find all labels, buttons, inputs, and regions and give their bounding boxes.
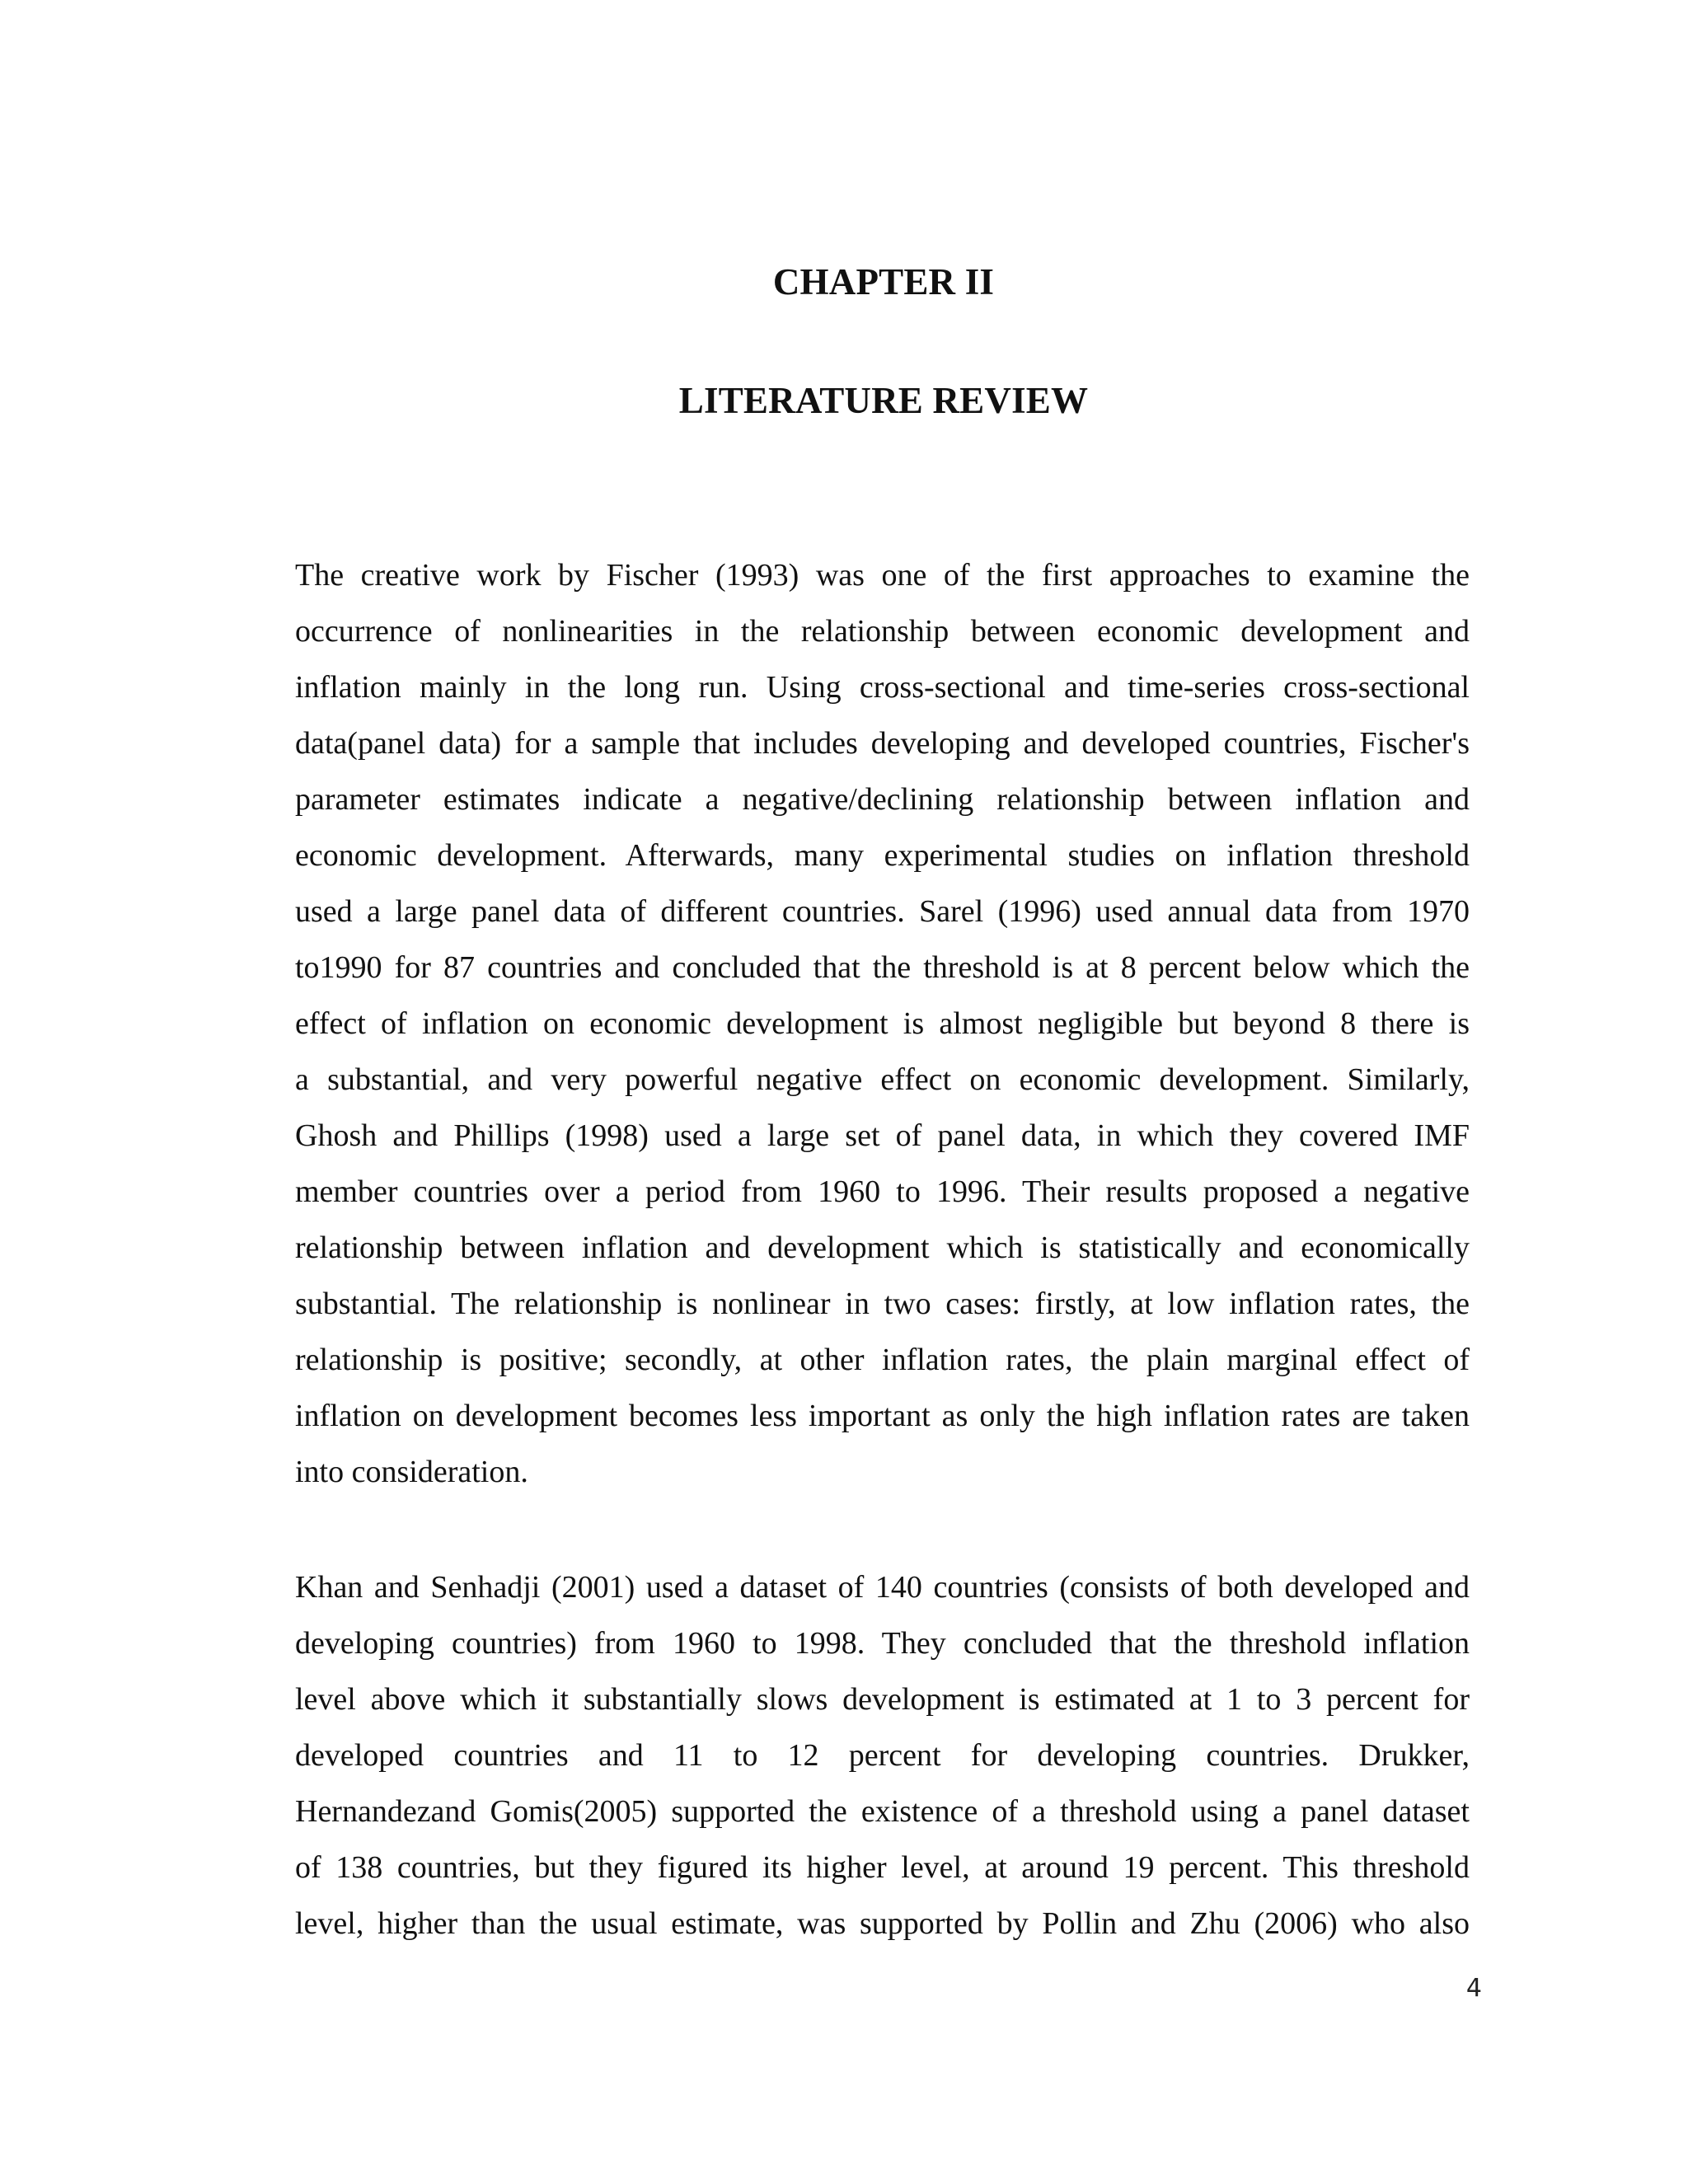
paragraph-line: inflation mainly in the long run. Using cross-sectional and time-series cross-sectional xyxy=(295,670,1470,705)
paragraph-line: Khan and Senhadji (2001) used a dataset of 140 countries (consists of both developed and xyxy=(295,1570,1470,1605)
paragraph-line: into consideration. xyxy=(295,1455,528,1489)
paragraph-line: member countries over a period from 1960 to 1996. Their results proposed a negative xyxy=(295,1174,1470,1209)
body-paragraph xyxy=(295,1559,1470,1952)
paragraph-line: a substantial, and very powerful negative effect on economic development. Similarly, xyxy=(295,1062,1470,1097)
paragraph-line: The creative work by Fischer (1993) was one of the first approaches to examine the xyxy=(295,558,1470,593)
paragraph-line: substantial. The relationship is nonlinear in two cases: firstly, at low inflation rates, the xyxy=(295,1286,1470,1321)
paragraph-line: developing countries) from 1960 to 1998. They concluded that the threshold inflation xyxy=(295,1626,1470,1661)
paragraph-line: parameter estimates indicate a negative/declining relationship between inflation and xyxy=(295,782,1470,817)
paragraph-line: relationship is positive; secondly, at other inflation rates, the plain marginal effect of xyxy=(295,1343,1470,1377)
paragraph-line: used a large panel data of different countries. Sarel (1996) used annual data from 1970 xyxy=(295,894,1470,929)
chapter-heading: CHAPTER II xyxy=(772,261,995,302)
paragraph-line: Ghosh and Phillips (1998) used a large set of panel data, in which they covered IMF xyxy=(295,1118,1470,1153)
paragraph-line: effect of inflation on economic development is almost negligible but beyond 8 there is xyxy=(295,1006,1470,1041)
paragraph-line: economic development. Afterwards, many experimental studies on inflation threshold xyxy=(295,838,1470,873)
paragraph-line: developed countries and 11 to 12 percent for developing countries. Drukker, xyxy=(295,1738,1470,1773)
paragraph-line: to1990 for 87 countries and concluded that the threshold is at 8 percent below which the xyxy=(295,950,1470,985)
paragraph-line: Hernandezand Gomis(2005) supported the existence of a threshold using a panel dataset xyxy=(295,1794,1470,1829)
section-heading: LITERATURE REVIEW xyxy=(678,380,1089,421)
paragraph-line: inflation on development becomes less important as only the high inflation rates are taken xyxy=(295,1399,1470,1433)
paragraph-line: level above which it substantially slows development is estimated at 1 to 3 percent for xyxy=(295,1682,1470,1717)
body-paragraph xyxy=(295,547,1470,1500)
paragraph-line: relationship between inflation and development which is statistically and economically xyxy=(295,1230,1470,1265)
paragraph-line: occurrence of nonlinearities in the relationship between economic development and xyxy=(295,614,1470,649)
paragraph-line: of 138 countries, but they figured its higher level, at around 19 percent. This threshold xyxy=(295,1850,1470,1885)
page-number: 4 xyxy=(1465,1974,1482,2003)
paragraph-line: data(panel data) for a sample that includes developing and developed countries, Fischer's xyxy=(295,726,1470,761)
paragraph-line: level, higher than the usual estimate, was supported by Pollin and Zhu (2006) who also xyxy=(295,1906,1470,1941)
